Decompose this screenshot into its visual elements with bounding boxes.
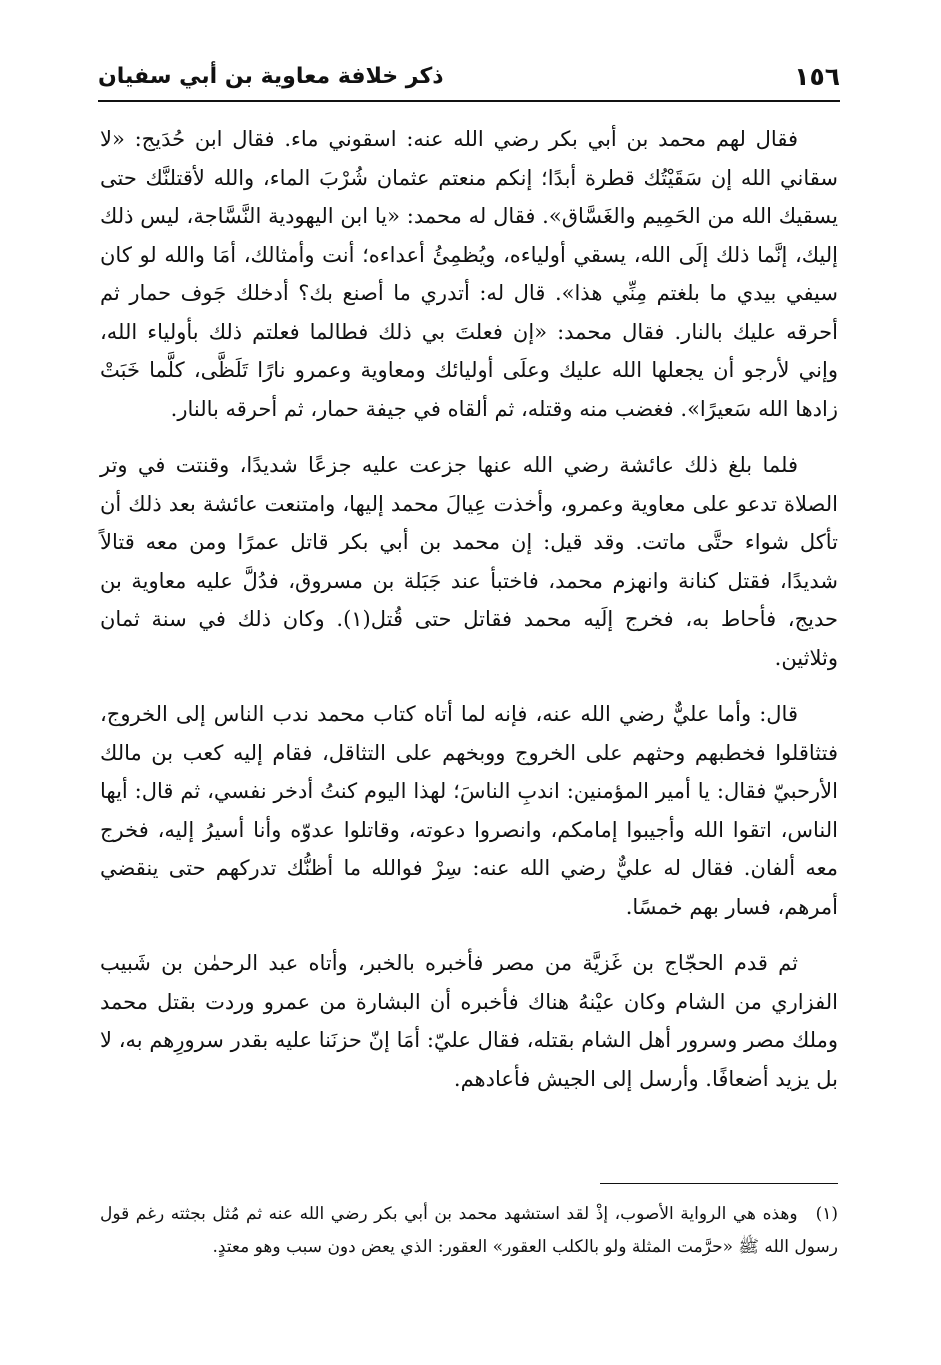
footnotes bbox=[100, 1198, 838, 1264]
running-title: ذكر خلافة معاوية بن أبي سفيان bbox=[98, 64, 444, 89]
footnote-separator bbox=[600, 1183, 838, 1184]
footnote-text: وهذه هي الرواية الأصوب، إذْ لقد استشهد محمد بن أبي بكر رضي الله عنه ثم مُثل بجثته رغم قول رسول الله ﷺ «حرَّمت المثلة ولو بالكلب العقور» العقور: الذي يعض دون سبب وهو معتدٍ. bbox=[100, 1204, 838, 1257]
paragraph: قال: وأما عليٌّ رضي الله عنه، فإنه لما أتاه كتاب محمد ندب الناس إلى الخروج، فتثاقلوا فخطبهم وحثهم على الخروج ووبخهم على التثاقل، فقام إليه كعب بن مالك الأرحبيّ فقال: يا أمير المؤمنين: اندبِ الناسَ؛ لهذا اليوم كنتُ أدخر نفسي، ثم قال: أيها الناس، اتقوا الله وأجيبوا إمامكم، وانصروا دعوته، وقاتلوا عدوّه وأنا أسيرُ إليه، فخرج معه ألفان. فقال له عليٌّ رضي الله عنه: سِرْ فوالله ما أظنُّك تدركهم حتى ينقضي أمرهم، فسار بهم خمسًا. bbox=[100, 702, 838, 919]
paragraph: فقال لهم محمد بن أبي بكر رضي الله عنه: اسقوني ماء. فقال ابن حُدَيج: «لا سقاني الله إن سَقَيْتُك قطرة أبدًا؛ إنكم منعتم عثمان شُرْبَ الماء، والله لأقتلنَّك حتى يسقيك الله من الحَمِيم والغَسَّاق». فقال له محمد: «يا ابن اليهودية النَّسَّاجة، ليس ذلك إليك، إنَّما ذلك إلَى الله، يسقي أولياءه، ويُظمِئُ أعداءه؛ أنت وأمثالك، أمَا والله لو كان سيفي بيدي ما بلغتم مِنِّي هذا». قال له: أتدري ما أصنع بك؟ أدخلك جَوف حمار ثم أحرقه عليك بالنار. فقال محمد: «إن فعلتَ بي ذلك فطالما فعلتم ذلك بأولياء الله، وإني لأرجو أن يجعلها الله عليك وعلَى أوليائك ومعاوية وعمرو نارًا تَلَظَّى، كلَّما خَبَتْ زادها الله سَعيرًا». فغضب منه وقتله، ثم ألقاه في جيفة حمار، ثم أحرقه بالنار. bbox=[100, 127, 838, 421]
page-header bbox=[98, 62, 840, 96]
main-text bbox=[100, 120, 838, 1116]
page-number: ١٥٦ bbox=[794, 62, 840, 91]
paragraph: فلما بلغ ذلك عائشة رضي الله عنها جزعت عليه جزعًا شديدًا، وقنتت في وتر الصلاة تدعو على معاوية وعمرو، وأخذت عِيالَ محمد إليها، وامتنعت عائشة بعد ذلك أن تأكل شواء حتَّى ماتت. وقد قيل: إن محمد بن أبي بكر قاتل عمرًا ومن معه قتالاً شديدًا، فقتل كنانة وانهزم محمد، فاختبأ عند جَبَلة بن مسروق، فدُلَّ عليه معاوية بن حديج، فأحاط به، فخرج إلَيه محمد فقاتل حتى قُتل(١). وكان ذلك في سنة ثمان وثلاثين. bbox=[100, 453, 838, 670]
paragraph: ثم قدم الحجّاج بن غَزيَّة من مصر فأخبره بالخبر، وأتاه عبد الرحمٰن بن شَبيب الفزاري من الشام وكان عيْنهُ هناك فأخبره أن البشارة من عمرو وردت بقتل محمد وملك مصر وسرور أهل الشام بقتله، فقال عليّ: أمَا إنّ حزنَنا عليه بقدر سرورِهم به، لا بل يزيد أضعافًا. وأرسل إلى الجيش فأعادهم. bbox=[100, 951, 838, 1091]
header-rule bbox=[98, 100, 840, 102]
footnote-number: (١) bbox=[815, 1204, 838, 1224]
footnote bbox=[100, 1198, 838, 1264]
